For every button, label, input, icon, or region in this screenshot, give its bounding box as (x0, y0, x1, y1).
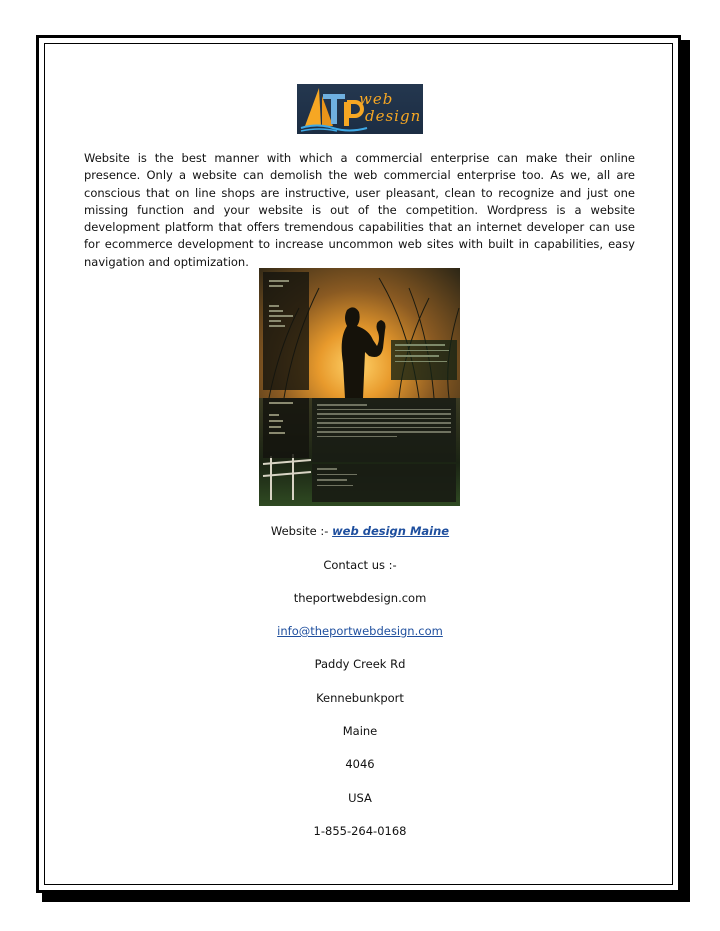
screenshot-content-panel (312, 398, 456, 462)
phone-text: 1-855-264-0168 (313, 824, 407, 838)
zip-text: 4046 (345, 757, 375, 771)
screenshot-sidebar-top (263, 272, 309, 390)
email-line (0, 624, 720, 638)
country-text: USA (348, 791, 372, 805)
domain-text: theportwebdesign.com (293, 591, 427, 605)
logo-text-web: web (359, 90, 394, 108)
website-link[interactable]: web design Maine (332, 524, 450, 538)
screenshot-footer (312, 464, 456, 502)
website-label: Website :- (270, 524, 333, 538)
screenshot-banner (391, 340, 457, 380)
email-link[interactable]: info@theportwebdesign.com (277, 624, 443, 638)
state-text: Maine (342, 724, 378, 738)
website-line (0, 524, 720, 538)
website-screenshot-image (259, 268, 460, 506)
company-logo (297, 84, 423, 134)
intro-paragraph: Website is the best manner with which a commercial enterprise can make their online presence. Only a website can demolish the web commercial enterprise too. As we, all are conscious that on line shops are instructive, user pleasant, clean to recognize and just one missing function and your website is out of the competition. Wordpress is a website development platform that offers tremendous capabilities that an internet developer can use for ecommerce development to increase uncommon web sites with built in capabilities, easy navigation and optimization. (84, 151, 635, 269)
city-text: Kennebunkport (316, 691, 404, 705)
screenshot-sidebar-bottom (263, 398, 309, 458)
contact-label: Contact us :- (323, 558, 397, 572)
logo-text-design: design (365, 107, 422, 125)
street-text: Paddy Creek Rd (314, 657, 406, 671)
